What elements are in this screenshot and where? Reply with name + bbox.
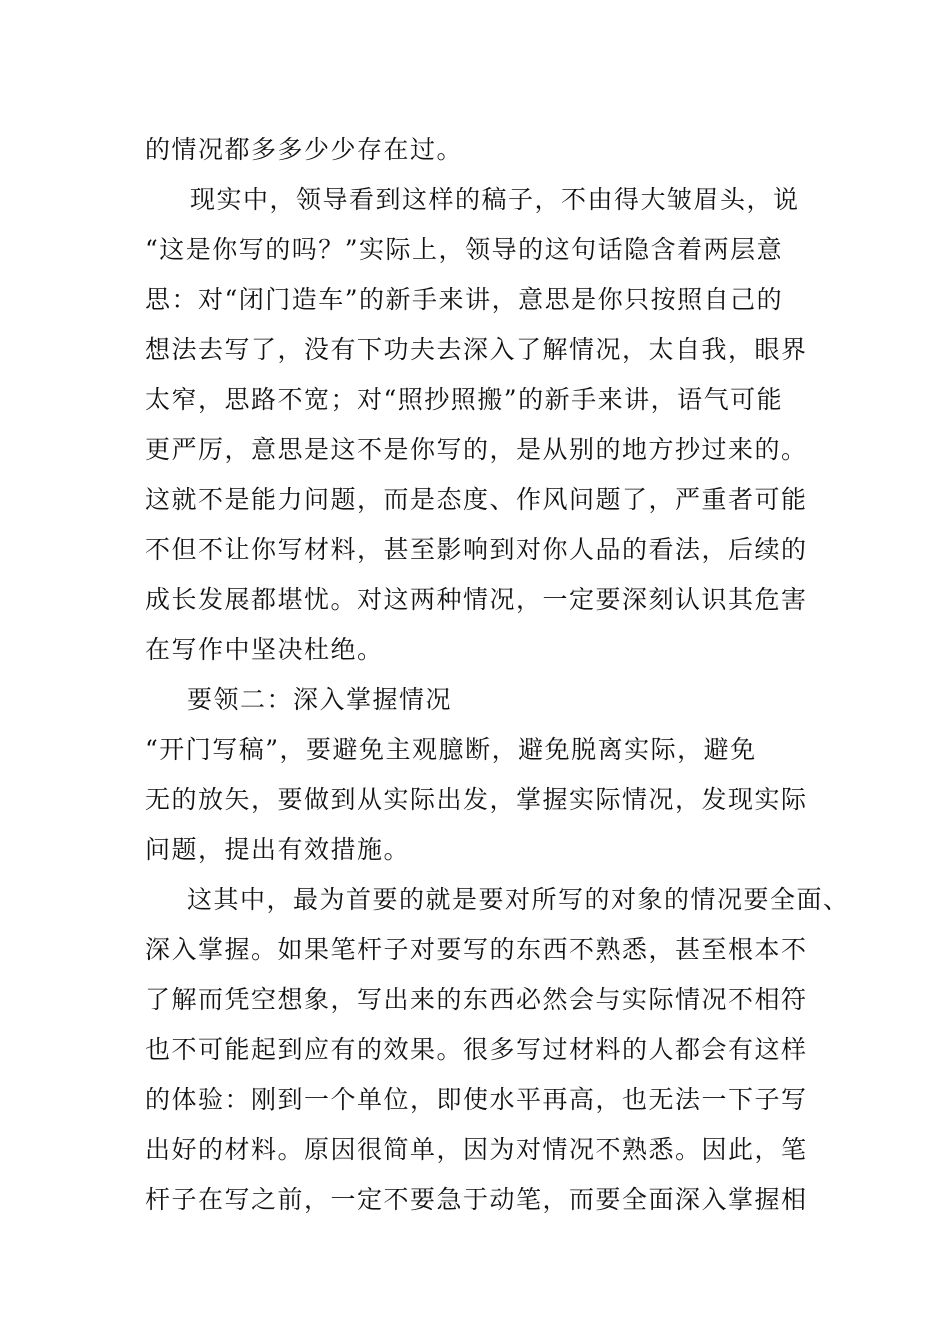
text-line-7: 更严厉，意思是这不是你写的，是从别的地方抄过来的。 <box>145 435 808 464</box>
text-line-13: “开门写稿”，要避免主观臆断，避免脱离实际，避免 <box>145 735 757 764</box>
text-line-15: 问题，提出有效措施。 <box>145 835 411 864</box>
text-line-4: 思：对“闭门造车”的新手来讲，意思是你只按照自己的 <box>145 285 784 314</box>
text-line-19: 也不可能起到应有的效果。很多写过材料的人都会有这样 <box>145 1035 808 1064</box>
text-line-1: 的情况都多多少少存在过。 <box>145 135 464 164</box>
text-line-5: 想法去写了，没有下功夫去深入了解情况，太自我，眼界 <box>145 335 808 364</box>
text-line-17: 深入掌握。如果笔杆子对要写的东西不熟悉，甚至根本不 <box>145 935 808 964</box>
text-line-22: 杆子在写之前，一定不要急于动笔，而要全面深入掌握相 <box>145 1185 808 1214</box>
text-line-16: 这其中，最为首要的就是要对所写的对象的情况要全面、 <box>187 885 850 914</box>
text-line-20: 的体验：刚到一个单位，即使水平再高，也无法一下子写 <box>145 1085 808 1114</box>
text-line-21: 出好的材料。原因很简单，因为对情况不熟悉。因此，笔 <box>145 1135 808 1164</box>
text-line-9: 不但不让你写材料，甚至影响到对你人品的看法，后续的 <box>145 535 808 564</box>
text-line-2: 现实中，领导看到这样的稿子，不由得大皱眉头，说 <box>190 185 800 214</box>
text-line-11: 在写作中坚决杜绝。 <box>145 635 384 664</box>
text-line-6: 太窄，思路不宽；对“照抄照搬”的新手来讲，语气可能 <box>145 385 784 414</box>
text-line-14: 无的放矢，要做到从实际出发，掌握实际情况，发现实际 <box>145 785 808 814</box>
text-line-18: 了解而凭空想象，写出来的东西必然会与实际情况不相符 <box>145 985 808 1014</box>
text-line-10: 成长发展都堪忧。对这两种情况，一定要深刻认识其危害 <box>145 585 808 614</box>
text-line-3: “这是你写的吗？”实际上，领导的这句话隐含着两层意 <box>145 235 784 264</box>
text-line-8: 这就不是能力问题，而是态度、作风问题了，严重者可能 <box>145 485 808 514</box>
section-heading: 要领二：深入掌握情况 <box>187 685 453 714</box>
